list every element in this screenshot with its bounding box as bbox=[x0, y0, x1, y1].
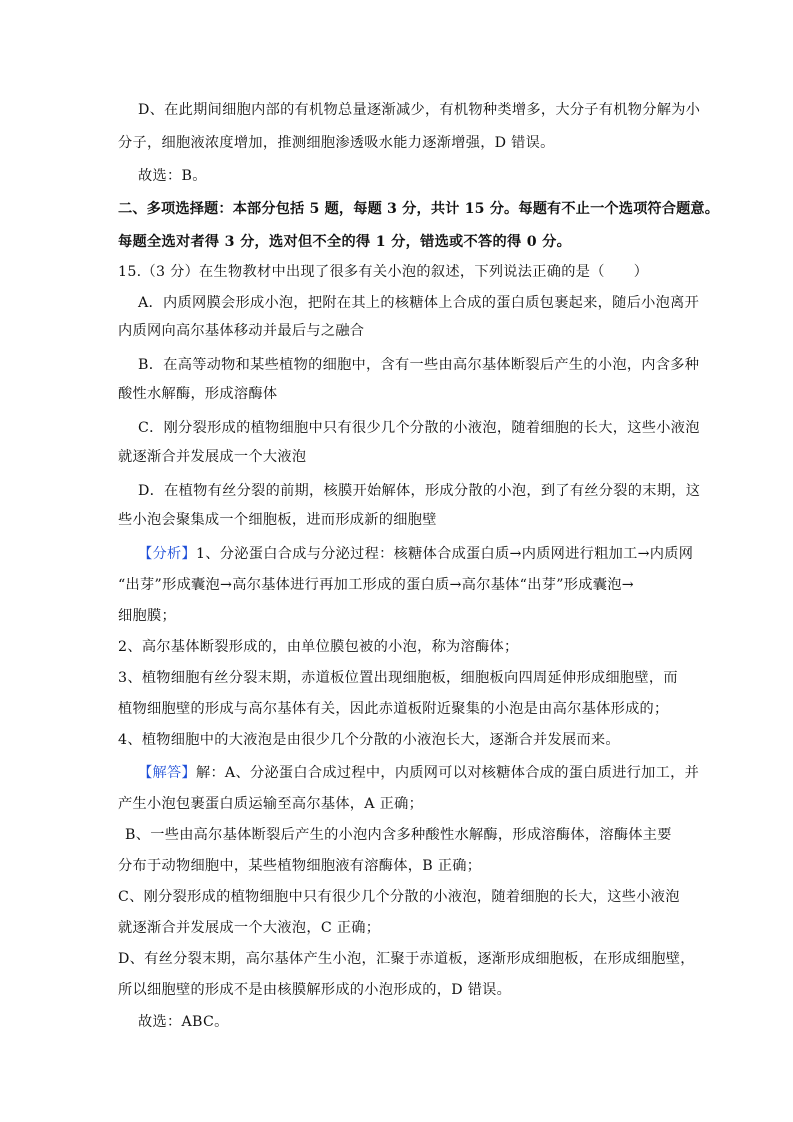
answer-a-line2: 产生小泡包裹蛋白质运输至高尔基体，A 正确； bbox=[118, 796, 424, 812]
section-header-line1: 二、多项选择题：本部分包括 5 题，每题 3 分，共计 15 分。每题有不止一个选项符合题意。 bbox=[118, 201, 720, 217]
analysis-p4: 4、植物细胞中的大液泡是由很少几个分散的小液泡长大，逐渐合并发展而来。 bbox=[118, 732, 620, 748]
option-b-line2: 酸性水解酶，形成溶酶体 bbox=[118, 386, 278, 402]
question-stem: 15.（3 分）在生物教材中出现了很多有关小泡的叙述，下列说法正确的是（ ） bbox=[118, 264, 649, 280]
answer-a-line1: 解：A、分泌蛋白合成过程中，内质网可以对核糖体合成的蛋白质进行加工，并 bbox=[195, 765, 700, 781]
analysis-tag: 【分析】 bbox=[138, 546, 196, 562]
answer-tag: 【解答】 bbox=[138, 765, 196, 781]
prev-option-d-line2: 分子，细胞液浓度增加，推测细胞渗透吸水能力逐渐增强，D 错误。 bbox=[118, 135, 555, 151]
answer-d-line1: D、有丝分裂末期，高尔基体产生小泡，汇聚于赤道板，逐渐形成细胞板，在形成细胞壁， bbox=[118, 951, 695, 967]
analysis-p1-line1: 1、分泌蛋白合成与分泌过程：核糖体合成蛋白质→内质网进行粗加工→内质网 bbox=[195, 546, 694, 562]
prev-option-d-line1: D、在此期间细胞内部的有机物总量逐渐减少，有机物种类增多，大分子有机物分解为小 bbox=[138, 102, 701, 118]
analysis-p3-line2: 植物细胞壁的形成与高尔基体有关，因此赤道板附近聚集的小泡是由高尔基体形成的； bbox=[118, 701, 669, 717]
answer-c-line2: 就逐渐合并发展成一个大液泡，C 正确； bbox=[118, 920, 381, 936]
section-header-line2: 每题全选对者得 3 分，选对但不全的得 1 分，错选或不答的得 0 分。 bbox=[118, 234, 572, 250]
analysis-p2: 2、高尔基体断裂形成的，由单位膜包被的小泡，称为溶酶体； bbox=[118, 639, 519, 655]
analysis-p1-line2: “出芽”形成囊泡→高尔基体进行再加工形成的蛋白质→高尔基体“出芽”形成囊泡→ bbox=[118, 577, 634, 593]
option-d-line1: D．在植物有丝分裂的前期，核膜开始解体，形成分散的小泡，到了有丝分裂的末期，这 bbox=[138, 483, 701, 499]
answer-d-line2: 所以细胞壁的形成不是由核膜解形成的小泡形成的，D 错误。 bbox=[118, 982, 512, 998]
option-c-line2: 就逐渐合并发展成一个大液泡 bbox=[118, 449, 307, 465]
answer-b-line1: B、一些由高尔基体断裂后产生的小泡内含多种酸性水解酶，形成溶酶体，溶酶体主要 bbox=[125, 827, 672, 843]
answer-b-line2: 分布于动物细胞中，某些植物细胞液有溶酶体，B 正确； bbox=[118, 858, 482, 874]
option-c-line1: C．刚分裂形成的植物细胞中只有很少几个分散的小液泡，随着细胞的长大，这些小液泡 bbox=[138, 420, 700, 436]
option-b-line1: B．在高等动物和某些植物的细胞中，含有一些由高尔基体断裂后产生的小泡，内含多种 bbox=[138, 357, 700, 373]
analysis-p1-line3: 细胞膜； bbox=[118, 608, 176, 624]
analysis-p3-line1: 3、植物细胞有丝分裂末期，赤道板位置出现细胞板，细胞板向四周延伸形成细胞壁，而 bbox=[118, 670, 678, 686]
prev-choice: 故选：B。 bbox=[138, 168, 207, 184]
answer-c-line1: C、刚分裂形成的植物细胞中只有很少几个分散的小液泡，随着细胞的长大，这些小液泡 bbox=[118, 889, 680, 905]
option-a-line1: A．内质网膜会形成小泡，把附在其上的核糖体上合成的蛋白质包裹起来，随后小泡离开 bbox=[138, 295, 700, 311]
answer-paragraph-a bbox=[138, 763, 699, 783]
option-d-line2: 些小泡会聚集成一个细胞板，进而形成新的细胞壁 bbox=[118, 512, 437, 528]
option-a-line2: 内质网向高尔基体移动并最后与之融合 bbox=[118, 323, 365, 339]
analysis-paragraph-1 bbox=[138, 544, 693, 564]
answer-choice: 故选：ABC。 bbox=[138, 1014, 229, 1030]
